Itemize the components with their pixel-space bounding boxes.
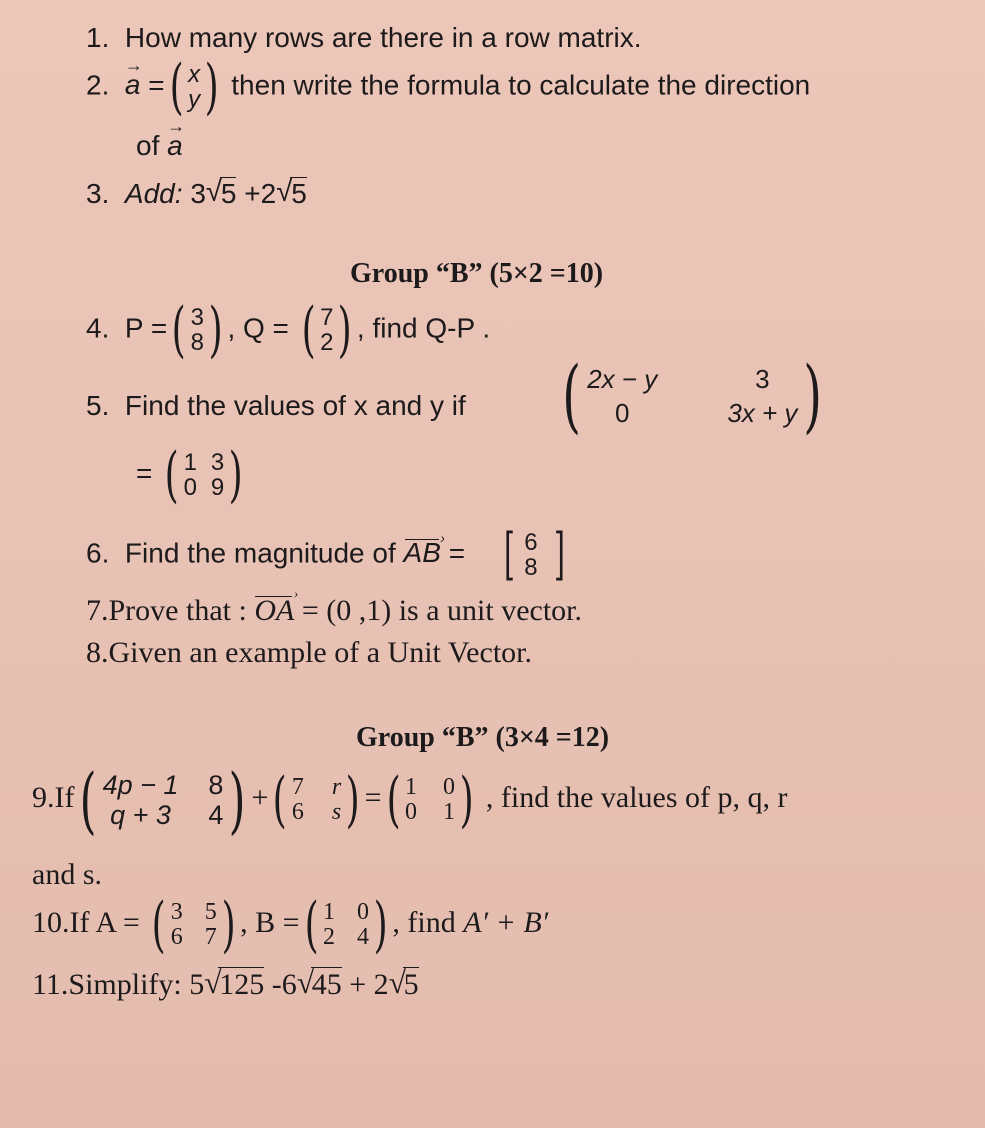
square-root: √ 5: [388, 965, 419, 1001]
expression: A′ + B′: [463, 905, 549, 939]
square-root: √ 125: [204, 965, 265, 1001]
question-3: [86, 175, 307, 210]
matrix-pq: ( 4p − 1 8 q + 3 4 ): [80, 758, 246, 842]
question-9-cont: and s.: [32, 858, 102, 891]
column-matrix: [ 6 8 ]: [504, 522, 565, 587]
plus-sign: +: [251, 780, 269, 814]
question-2: [86, 52, 811, 122]
question-label: 11.Simplify: 5: [32, 968, 205, 1001]
question-text: then write the formula to calculate the direction: [231, 69, 811, 101]
plus-term: + 2: [341, 968, 389, 1001]
matrix-a: ( 3 5 6 7 ): [151, 890, 236, 960]
question-text: , find Q-P .: [356, 312, 491, 344]
coefficient: 3: [190, 178, 206, 209]
matrix-result: ( 1 3 0 9 ): [164, 440, 244, 510]
question-number: 4.: [86, 312, 110, 344]
equals-sign: =: [448, 537, 466, 569]
vector-a: → a: [167, 116, 186, 161]
matrix-2x2-xy: ( 2x − y 3 0 3x + y ): [562, 349, 823, 442]
question-text: 7.Prove that :: [86, 594, 247, 627]
question-7: [86, 587, 583, 628]
question-2-cont: [136, 116, 186, 162]
question-label: Add:: [124, 178, 183, 209]
identity-matrix: ( 1 0 0 1 ): [386, 765, 474, 835]
equals-sign: =: [148, 69, 165, 101]
question-text: , find: [392, 905, 456, 939]
question-number: 9.If: [32, 780, 75, 814]
question-4: [86, 295, 491, 365]
question-text: , find the values of p, q, r: [485, 780, 788, 814]
question-number: 6.: [86, 537, 110, 569]
square-root: √ 5: [276, 175, 307, 209]
equals-sign: =: [364, 780, 382, 814]
question-1: [86, 22, 642, 54]
plus-term: +2: [244, 178, 277, 209]
section-title: Group “B” (3×4 =12): [356, 722, 610, 753]
vector-oa: OA ›: [254, 587, 299, 627]
label-b: , B =: [240, 905, 300, 939]
vector-matrix: ( x y ): [169, 52, 219, 122]
label-q: , Q =: [227, 312, 289, 344]
square-root: √ 45: [296, 965, 342, 1001]
question-text: of: [136, 130, 160, 161]
vector-ab: AB ›: [403, 530, 445, 569]
question-8: 8.Given an example of a Unit Vector.: [86, 636, 532, 669]
question-number: 2.: [86, 69, 110, 101]
question-11: [32, 965, 419, 1002]
question-number: 10.If A =: [32, 905, 140, 939]
question-number: 3.: [86, 178, 110, 209]
question-10: [32, 890, 549, 960]
question-5-cont: [136, 440, 248, 510]
matrix-rs: ( 7 r 6 s ): [273, 765, 360, 835]
label-p: P =: [124, 312, 168, 344]
question-text: How many rows are there in a row matrix.: [124, 22, 642, 53]
matrix-q: ( 7 2 ): [301, 295, 353, 365]
question-text: Find the magnitude of: [124, 537, 396, 569]
square-root: √ 5: [205, 175, 237, 209]
question-5: [86, 390, 466, 422]
section-title: Group “B” (5×2 =10): [350, 258, 604, 289]
question-text: Find the values of x and y if: [124, 390, 466, 421]
minus-term: -6: [264, 968, 297, 1001]
equals-sign: =: [136, 457, 153, 489]
question-text: = (0 ,1) is a unit vector.: [301, 594, 583, 627]
question-6: [86, 522, 573, 587]
vector-a: → a: [124, 55, 143, 101]
question-9: [32, 758, 788, 842]
matrix-b: ( 1 0 2 4 ): [304, 890, 388, 960]
question-number: 1.: [86, 22, 110, 53]
question-number: 5.: [86, 390, 110, 421]
matrix-p: ( 3 8 ): [171, 295, 223, 365]
